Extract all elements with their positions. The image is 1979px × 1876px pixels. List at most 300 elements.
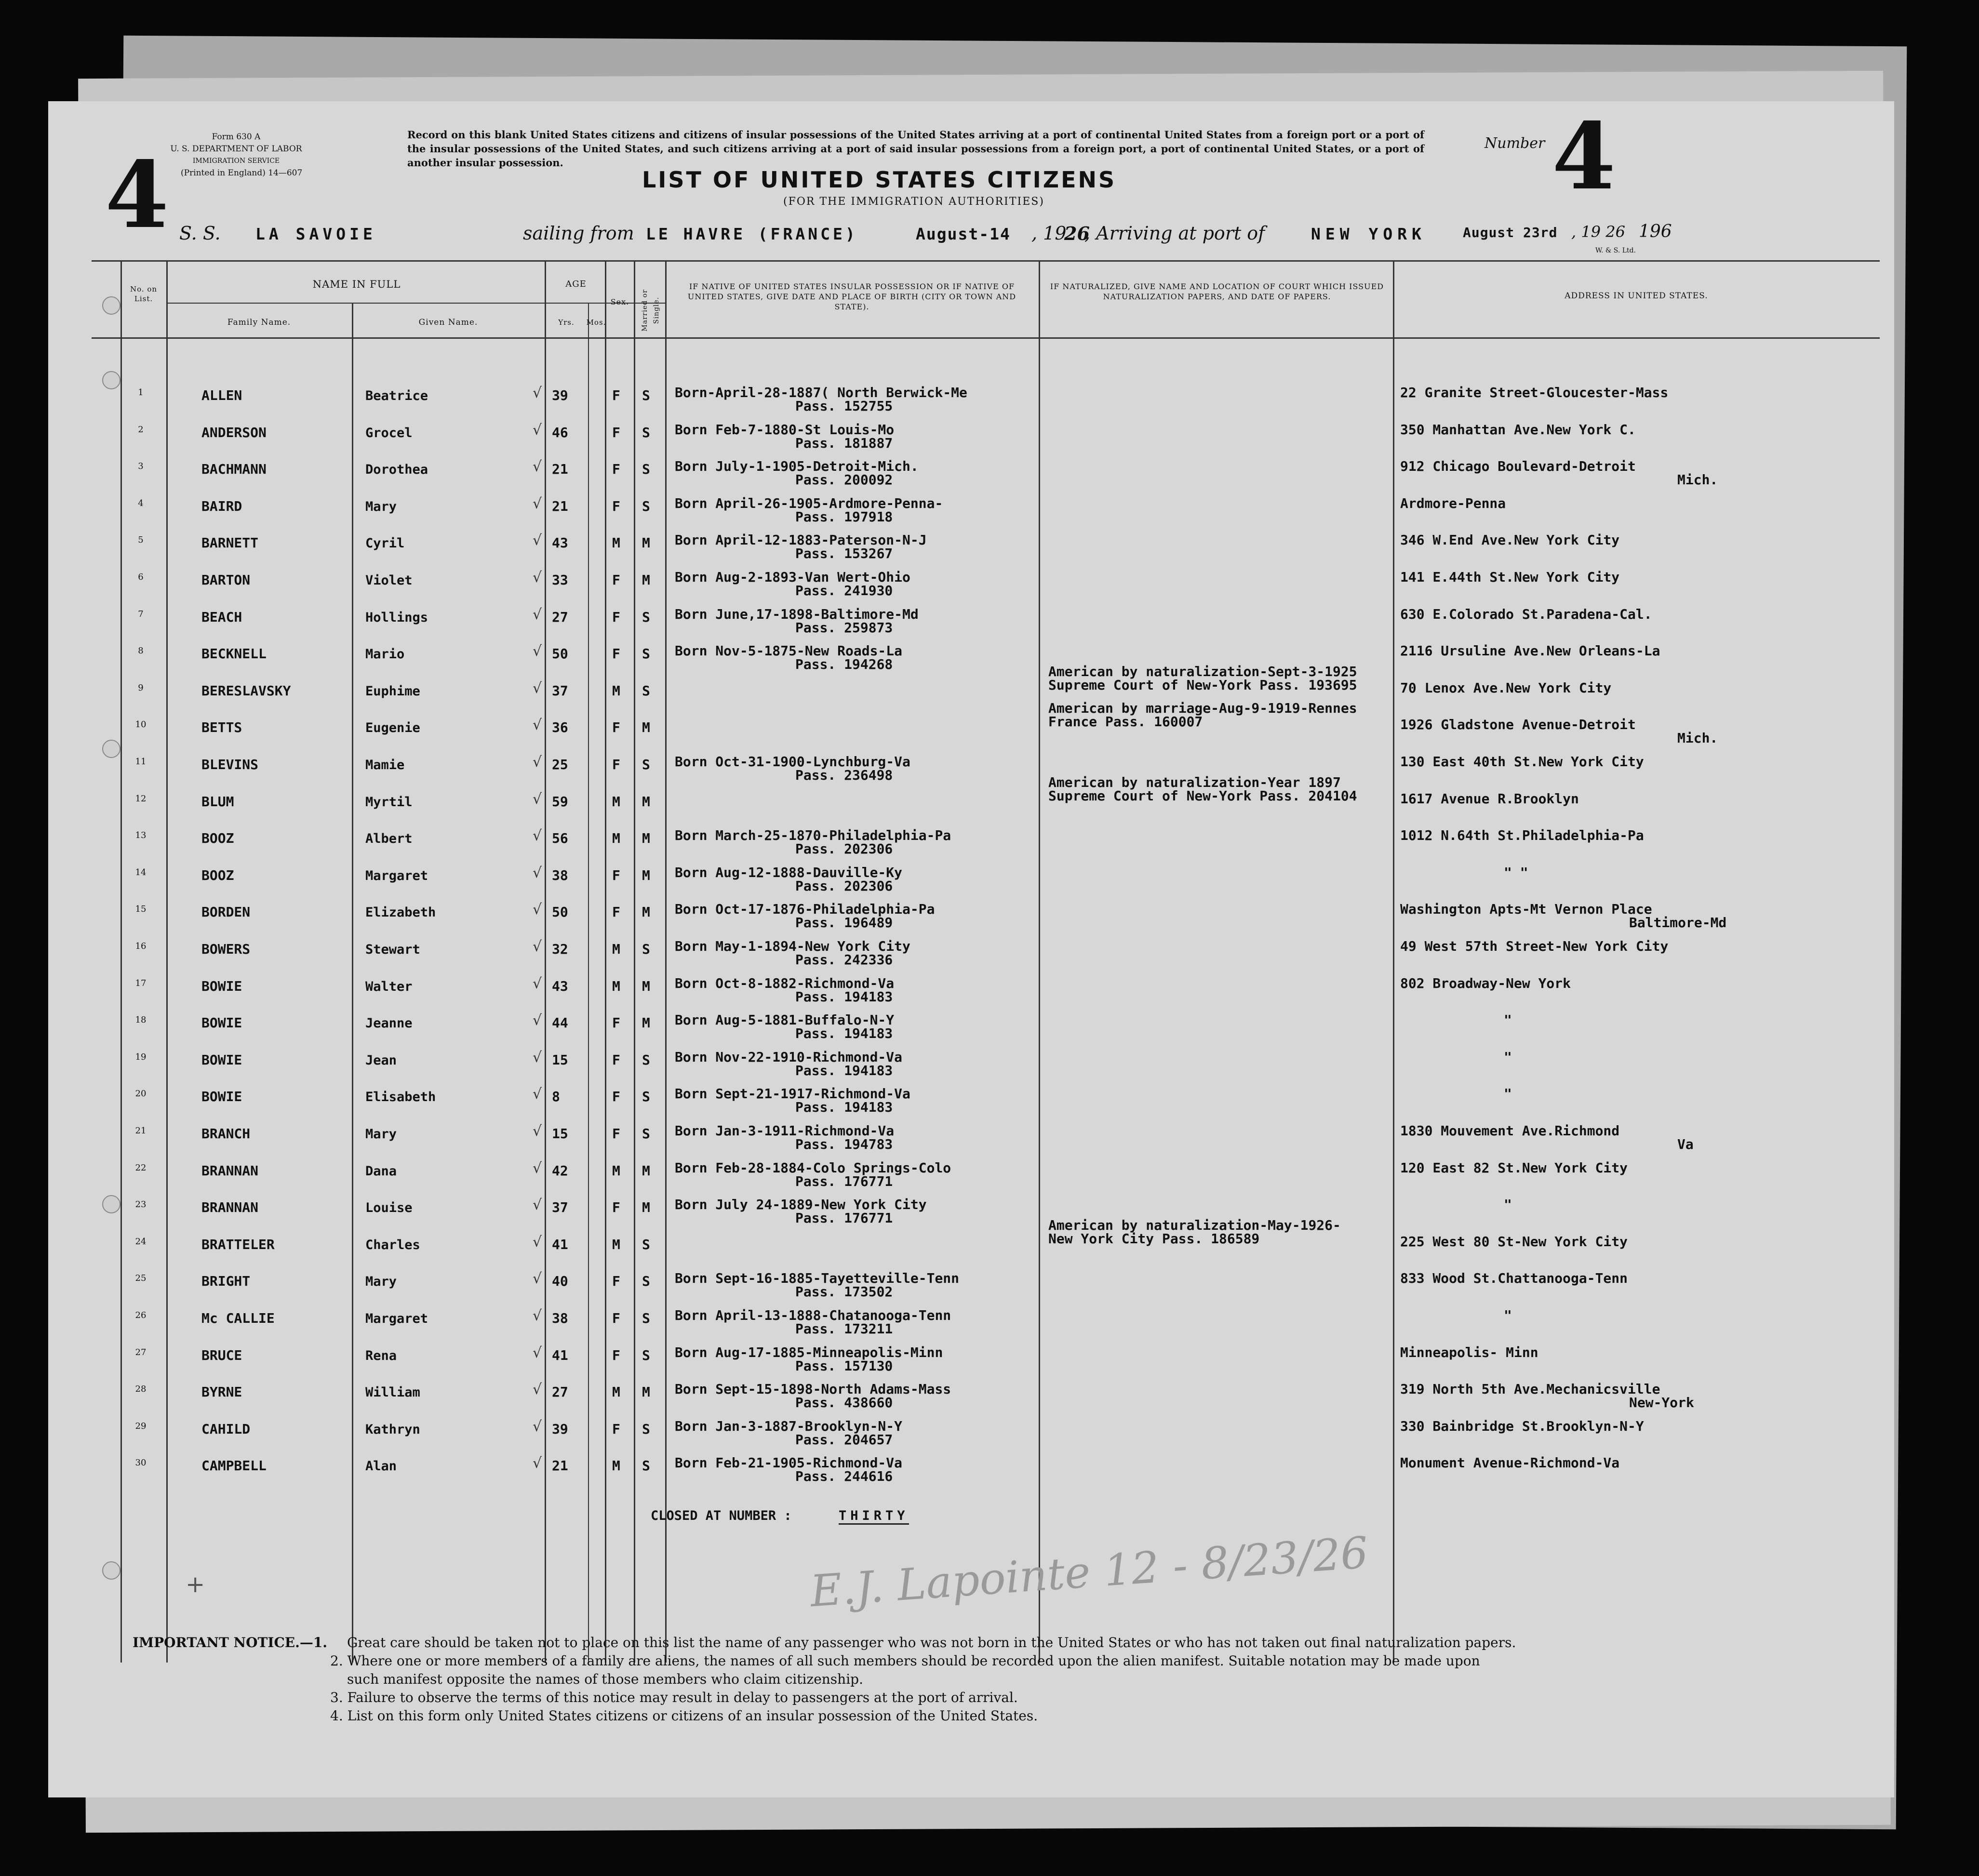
naturalization-line-2: New York City Pass. 186589	[1048, 1230, 1260, 1247]
address-line-2: Baltimore-Md	[1629, 915, 1727, 931]
check-mark: √	[533, 1381, 542, 1398]
marital-status: M	[642, 535, 650, 551]
marital-status: M	[642, 867, 650, 883]
rule-header-bottom	[92, 337, 1880, 339]
family-name: BLEVINS	[201, 757, 259, 772]
family-name: ANDERSON	[201, 424, 267, 440]
check-mark: √	[533, 1159, 542, 1177]
given-name: Alan	[365, 1459, 397, 1474]
row-number: 7	[138, 609, 144, 619]
birth-info: Born April-12-1883-Paterson-N-J	[675, 532, 927, 548]
address-line-2: Mich.	[1677, 730, 1718, 746]
sex: M	[612, 682, 620, 699]
given-name: Louise	[365, 1200, 413, 1216]
naturalization-line-2: Supreme Court of New-York Pass. 193695	[1048, 677, 1357, 693]
sex: F	[612, 867, 620, 883]
address-line-1: 350 Manhattan Ave.New York C.	[1400, 421, 1636, 438]
address-line-1: 2116 Ursuline Ave.New Orleans-La	[1400, 643, 1660, 659]
birth-info: Born April-26-1905-Ardmore-Penna-	[675, 495, 943, 511]
sex: M	[612, 1458, 620, 1474]
passport-number: Pass. 181887	[795, 435, 893, 451]
check-mark: √	[533, 1418, 542, 1435]
rule-col-married	[634, 260, 635, 1663]
given-name: Eugenie	[365, 720, 420, 736]
address-line-1: Ardmore-Penna	[1400, 495, 1506, 511]
address-line-1: "	[1504, 1012, 1512, 1028]
punch-hole	[102, 740, 120, 758]
row-number: 30	[135, 1458, 147, 1468]
age-years: 39	[552, 387, 568, 403]
address-line-1: Minneapolis- Minn	[1400, 1344, 1538, 1360]
age-years: 43	[552, 978, 568, 994]
given-name: Mary	[365, 499, 397, 514]
address-line-1: 22 Granite Street-Gloucester-Mass	[1400, 385, 1669, 400]
age-years: 50	[552, 646, 568, 662]
form-number: Form 630 A	[212, 132, 261, 142]
notice-item-3: 3. Failure to observe the terms of this notice may result in delay to passengers at the port of arrival.	[330, 1690, 1018, 1705]
address-line-1: "	[1504, 1049, 1512, 1065]
marital-status: S	[642, 941, 650, 957]
address-line-1: 1830 Mouvement Ave.Richmond	[1400, 1123, 1620, 1139]
notice-item-2: 2. Where one or more members of a family are aliens, the names of all such members should be recorded upon the alien manifest. Suitable notation may be made upon	[330, 1653, 1480, 1669]
check-mark: √	[533, 1086, 542, 1103]
notice-item-2-cont: such manifest opposite the names of those members who claim citizenship.	[347, 1671, 863, 1687]
passport-number: Pass. 194183	[795, 1062, 893, 1078]
row-number: 9	[138, 682, 144, 693]
marital-status: S	[642, 757, 650, 772]
header-mos: Mos.	[586, 318, 606, 327]
rule-col-mos	[588, 303, 589, 1663]
birth-info: Born Feb-7-1880-St Louis-Mo	[675, 421, 895, 438]
marital-status: M	[642, 1162, 650, 1179]
age-years: 8	[552, 1089, 560, 1105]
address-line-1: "	[1504, 1086, 1512, 1102]
plus-mark: +	[186, 1571, 205, 1598]
rule-col-given	[352, 303, 353, 1663]
row-number: 1	[138, 387, 144, 398]
marital-status: S	[642, 498, 650, 514]
family-name: BOOZ	[201, 867, 234, 883]
header-no: No. on List.	[130, 285, 158, 303]
given-name: Hollings	[365, 610, 428, 625]
birth-info: Born Feb-28-1884-Colo Springs-Colo	[675, 1159, 951, 1176]
address-line-2: Va	[1677, 1136, 1694, 1152]
family-name: BEACH	[201, 609, 242, 625]
check-mark: √	[533, 754, 542, 771]
row-number: 22	[135, 1162, 147, 1173]
birth-info: Born June,17-1898-Baltimore-Md	[675, 606, 919, 622]
birth-info: Born Nov-22-1910-Richmond-Va	[675, 1049, 903, 1065]
passport-number: Pass. 202306	[795, 878, 893, 894]
age-years: 50	[552, 904, 568, 920]
birth-info: Born Feb-21-1905-Richmond-Va	[675, 1455, 903, 1471]
age-years: 21	[552, 461, 568, 478]
check-mark: √	[533, 532, 542, 549]
check-mark: √	[533, 495, 542, 512]
age-years: 56	[552, 830, 568, 847]
passport-number: Pass. 157130	[795, 1357, 893, 1374]
birth-info: Born July 24-1889-New York City	[675, 1197, 927, 1213]
sex: F	[612, 1015, 620, 1031]
ss-label: S. S.	[179, 223, 221, 244]
age-years: 41	[552, 1236, 568, 1252]
header-native: IF NATIVE OF UNITED STATES INSULAR POSSESSION OR IF NATIVE OF UNITED STATES, GIVE DATE AND PLACE OF BIRTH (CITY OR TOWN AND STATE).	[687, 282, 1016, 311]
birth-info: Born April-13-1888-Chatanooga-Tenn	[675, 1307, 951, 1323]
row-number: 28	[135, 1384, 147, 1395]
sex: F	[612, 387, 620, 403]
sex: F	[612, 461, 620, 478]
check-mark: √	[533, 1233, 542, 1251]
left-list-number: 4	[105, 141, 169, 249]
row-number: 2	[138, 424, 144, 435]
birth-info: Born July-1-1905-Detroit-Mich.	[675, 458, 919, 475]
age-years: 40	[552, 1273, 568, 1290]
marital-status: S	[642, 424, 650, 440]
age-years: 21	[552, 1458, 568, 1474]
marital-status: M	[642, 719, 650, 736]
age-years: 25	[552, 757, 568, 772]
arrival-year: , 19 26	[1571, 223, 1625, 241]
marital-status: M	[642, 1384, 650, 1400]
row-number: 11	[135, 757, 147, 767]
given-name: Elisabeth	[365, 1090, 436, 1105]
marital-status: S	[642, 1310, 650, 1326]
given-name: Walter	[365, 979, 413, 994]
sex: M	[612, 1236, 620, 1252]
sex: F	[612, 498, 620, 514]
given-name: Albert	[365, 831, 413, 847]
sex: M	[612, 941, 620, 957]
row-number: 10	[135, 719, 147, 730]
notice-item-1: Great care should be taken not to place on this list the name of any passenger who was not born in the United States or who has not taken out final naturalization papers.	[347, 1635, 1516, 1650]
sex: M	[612, 793, 620, 810]
age-years: 33	[552, 572, 568, 588]
marital-status: S	[642, 1421, 650, 1437]
punch-hole	[102, 371, 120, 389]
sex: F	[612, 1089, 620, 1105]
given-name: Dana	[365, 1163, 397, 1179]
family-name: BRIGHT	[201, 1273, 251, 1290]
record-note: Record on this blank United States citizens and citizens of insular possessions of the United States arriving at a port of continental United States from a foreign port or a port of the insular possessions of the United States, and such citizens arriving at a port of said insular possessions from a foreign port, a port of continental United States, or a port of another insular possession.	[407, 129, 1424, 169]
marital-status: S	[642, 646, 650, 662]
header-yrs: Yrs.	[558, 318, 575, 327]
rule-name-sub	[166, 303, 665, 304]
passport-number: Pass. 438660	[795, 1395, 893, 1411]
address-line-1: 49 West 57th Street-New York City	[1400, 938, 1669, 954]
marital-status: S	[642, 682, 650, 699]
closed-value: THIRTY	[839, 1508, 909, 1525]
check-mark: √	[533, 606, 542, 623]
address-line-1: 1926 Gladstone Avenue-Detroit	[1400, 717, 1636, 733]
check-mark: √	[533, 643, 542, 660]
sex: M	[612, 535, 620, 551]
header-naturalized: IF NATURALIZED, GIVE NAME AND LOCATION OF COURT WHICH ISSUED NATURALIZATION PAPERS, AND DATE OF PAPERS.	[1050, 282, 1384, 301]
sex: F	[612, 609, 620, 625]
check-mark: √	[533, 385, 542, 401]
age-years: 27	[552, 609, 568, 625]
sex: F	[612, 424, 620, 440]
address-line-1: 70 Lenox Ave.New York City	[1400, 679, 1612, 696]
marital-status: S	[642, 461, 650, 478]
header-age: AGE	[565, 279, 587, 289]
family-name: BYRNE	[201, 1384, 242, 1400]
row-number: 14	[135, 867, 147, 878]
given-name: Violet	[365, 573, 413, 588]
check-mark: √	[533, 975, 542, 992]
arriving-label: , Arriving at port of	[1084, 223, 1265, 244]
form-department: U. S. DEPARTMENT OF LABOR	[170, 144, 302, 154]
row-number: 6	[138, 572, 144, 582]
address-line-1: 346 W.End Ave.New York City	[1400, 532, 1620, 548]
family-name: BARNETT	[201, 535, 259, 551]
check-mark: √	[533, 1455, 542, 1472]
sex: F	[612, 1126, 620, 1142]
row-number: 24	[135, 1236, 147, 1247]
given-name: Rena	[365, 1348, 397, 1363]
check-mark: √	[533, 938, 542, 955]
passport-number: Pass. 176771	[795, 1210, 893, 1226]
check-mark: √	[533, 901, 542, 918]
header-given-name: Given Name.	[418, 318, 478, 327]
marital-status: M	[642, 978, 650, 994]
sex: F	[612, 719, 620, 736]
rule-top	[92, 260, 1880, 262]
birth-info: Born Aug-12-1888-Dauville-Ky	[675, 864, 903, 880]
family-name: BOWIE	[201, 1051, 242, 1068]
family-name: BECKNELL	[201, 646, 267, 662]
header-family-name: Family Name.	[227, 318, 291, 327]
check-mark: √	[533, 1049, 542, 1066]
passport-number: Pass. 202306	[795, 841, 893, 857]
address-line-1: "	[1504, 1197, 1512, 1213]
birth-info: Born Oct-17-1876-Philadelphia-Pa	[675, 901, 935, 918]
address-line-1: 802 Broadway-New York	[1400, 975, 1571, 991]
rule-col-age	[545, 260, 546, 1663]
family-name: BOWIE	[201, 1015, 242, 1031]
arrival-extra: 196	[1639, 222, 1672, 241]
form-block	[161, 131, 311, 179]
passport-number: Pass. 194183	[795, 1099, 893, 1116]
rule-col-address	[1393, 260, 1394, 1663]
sex: M	[612, 1162, 620, 1179]
sex: F	[612, 757, 620, 772]
rule-col-native	[665, 260, 667, 1663]
age-years: 32	[552, 941, 568, 957]
naturalization-line-1: American by naturalization-May-1926-	[1048, 1217, 1341, 1233]
age-years: 38	[552, 1310, 568, 1326]
age-years: 27	[552, 1384, 568, 1400]
passport-number: Pass. 242336	[795, 952, 893, 968]
marital-status: S	[642, 1126, 650, 1142]
passport-number: Pass. 241930	[795, 583, 893, 599]
passport-number: Pass. 236498	[795, 767, 893, 783]
family-name: BOWERS	[201, 941, 251, 957]
passport-number: Pass. 259873	[795, 619, 893, 636]
sex: F	[612, 1199, 620, 1216]
given-name: Jean	[365, 1052, 397, 1068]
passport-number: Pass. 194183	[795, 1025, 893, 1042]
rule-col-family	[166, 260, 168, 1663]
birth-info: Born Sept-15-1898-North Adams-Mass	[675, 1381, 951, 1397]
given-name: Mario	[365, 647, 405, 662]
row-number: 27	[135, 1347, 147, 1357]
given-name: Margaret	[365, 1311, 428, 1326]
page-title: LIST OF UNITED STATES CITIZENS	[642, 167, 1117, 193]
family-name: BAIRD	[201, 498, 242, 514]
sex: M	[612, 830, 620, 847]
year-prefix: , 19	[1031, 223, 1067, 244]
given-name: William	[365, 1385, 420, 1400]
given-name: Jeanne	[365, 1016, 413, 1031]
family-name: BOWIE	[201, 978, 242, 994]
age-years: 41	[552, 1347, 568, 1363]
sex: F	[612, 1347, 620, 1363]
address-line-1: 141 E.44th St.New York City	[1400, 569, 1620, 585]
birth-info: Born Jan-3-1887-Brooklyn-N-Y	[675, 1418, 903, 1434]
number-label: Number	[1484, 135, 1545, 152]
row-number: 8	[138, 646, 144, 656]
sex: F	[612, 646, 620, 662]
departure-port: LE HAVRE (FRANCE)	[646, 225, 858, 243]
punch-hole	[102, 1561, 120, 1580]
passport-number: Pass. 194783	[795, 1136, 893, 1152]
passport-number: Pass. 204657	[795, 1431, 893, 1448]
check-mark: √	[533, 569, 542, 586]
naturalization-line-1: American by naturalization-Sept-3-1925	[1048, 663, 1357, 679]
sex: M	[612, 1384, 620, 1400]
marital-status: S	[642, 1236, 650, 1252]
marital-status: S	[642, 1089, 650, 1105]
given-name: Mary	[365, 1127, 397, 1142]
age-years: 42	[552, 1162, 568, 1179]
rule-col-naturalized	[1039, 260, 1040, 1663]
address-line-1: 330 Bainbridge St.Brooklyn-N-Y	[1400, 1418, 1644, 1434]
given-name: Mamie	[365, 758, 405, 772]
punch-hole	[102, 1195, 120, 1213]
address-line-1: 912 Chicago Boulevard-Detroit	[1400, 458, 1636, 475]
age-years: 15	[552, 1126, 568, 1142]
age-years: 21	[552, 498, 568, 514]
marital-status: S	[642, 387, 650, 403]
marital-status: M	[642, 1015, 650, 1031]
sailing-from-label: sailing from	[523, 223, 634, 244]
address-line-1: 120 East 82 St.New York City	[1400, 1159, 1628, 1176]
birth-info: Born Aug-5-1881-Buffalo-N-Y	[675, 1012, 895, 1028]
row-number: 3	[138, 461, 144, 472]
header-sex: Sex.	[610, 297, 629, 306]
punch-hole	[102, 296, 120, 315]
family-name: Mc CALLIE	[201, 1310, 275, 1326]
passport-number: Pass. 197918	[795, 508, 893, 525]
family-name: BETTS	[201, 719, 242, 736]
naturalization-line-1: American by naturalization-Year 1897	[1048, 774, 1341, 790]
marital-status: S	[642, 1051, 650, 1068]
check-mark: √	[533, 1344, 542, 1361]
age-years: 59	[552, 793, 568, 810]
row-number: 4	[138, 498, 144, 508]
family-name: BORDEN	[201, 904, 251, 920]
header-address: ADDRESS IN UNITED STATES.	[1564, 291, 1708, 301]
passport-number: Pass. 153267	[795, 546, 893, 562]
age-years: 15	[552, 1051, 568, 1068]
passport-number: Pass. 173211	[795, 1321, 893, 1337]
check-mark: √	[533, 1123, 542, 1140]
inspector-signature: E.J. Lapointe 12 - 8/23/26	[808, 1527, 1370, 1617]
check-mark: √	[533, 1012, 542, 1029]
sex: F	[612, 904, 620, 920]
year-suffix: 26	[1064, 223, 1090, 244]
naturalization-line-1: American by marriage-Aug-9-1919-Rennes	[1048, 700, 1357, 717]
family-name: CAMPBELL	[201, 1458, 267, 1474]
age-years: 38	[552, 867, 568, 883]
family-name: BLUM	[201, 793, 234, 810]
ship-name: LA SAVOIE	[255, 225, 376, 243]
row-number: 16	[135, 941, 147, 951]
row-number: 20	[135, 1089, 147, 1099]
family-name: BARTON	[201, 572, 251, 588]
check-mark: √	[533, 1270, 542, 1288]
row-number: 12	[135, 793, 147, 804]
family-name: ALLEN	[201, 387, 242, 403]
birth-info: Born Sept-21-1917-Richmond-Va	[675, 1086, 910, 1102]
given-name: Kathryn	[365, 1422, 420, 1437]
check-mark: √	[533, 421, 542, 439]
age-years: 43	[552, 535, 568, 551]
address-line-1: " "	[1504, 864, 1528, 880]
passport-number: Pass. 244616	[795, 1468, 893, 1485]
marital-status: S	[642, 1273, 650, 1290]
given-name: Cyril	[365, 536, 405, 551]
family-name: CAHILD	[201, 1421, 251, 1437]
sex: M	[612, 978, 620, 994]
marital-status: M	[642, 572, 650, 588]
header-married: Married or Single.	[641, 289, 660, 332]
naturalization-line-2: Supreme Court of New-York Pass. 204104	[1048, 787, 1357, 804]
marital-status: M	[642, 904, 650, 920]
address-line-1: Monument Avenue-Richmond-Va	[1400, 1455, 1620, 1471]
check-mark: √	[533, 827, 542, 845]
address-line-1: 225 West 80 St-New York City	[1400, 1233, 1628, 1250]
family-name: BRATTELER	[201, 1236, 275, 1252]
passport-number: Pass. 196489	[795, 915, 893, 931]
family-name: BRANNAN	[201, 1199, 259, 1216]
given-name: Stewart	[365, 942, 420, 957]
check-mark: √	[533, 790, 542, 808]
departure-date: August-14	[916, 225, 1011, 243]
row-number: 17	[135, 978, 147, 988]
row-number: 21	[135, 1126, 147, 1136]
passport-number: Pass. 176771	[795, 1173, 893, 1189]
birth-info: Born March-25-1870-Philadelphia-Pa	[675, 827, 951, 844]
passport-number: Pass. 194183	[795, 988, 893, 1005]
manifest-sheet	[48, 101, 1894, 1797]
given-name: Beatrice	[365, 388, 428, 403]
marital-status: S	[642, 609, 650, 625]
given-name: Euphime	[365, 683, 420, 699]
age-years: 39	[552, 1421, 568, 1437]
naturalization-line-2: France Pass. 160007	[1048, 714, 1203, 730]
check-mark: √	[533, 1307, 542, 1324]
family-name: BOWIE	[201, 1089, 242, 1105]
check-mark: √	[533, 679, 542, 697]
closed-label: CLOSED AT NUMBER :	[651, 1508, 792, 1523]
address-line-1: "	[1504, 1307, 1512, 1323]
sex: F	[612, 1051, 620, 1068]
address-line-1: 319 North 5th Ave.Mechanicsville	[1400, 1381, 1660, 1397]
address-line-1: 1617 Avenue R.Brooklyn	[1400, 790, 1579, 807]
row-number: 15	[135, 904, 147, 915]
row-number: 18	[135, 1015, 147, 1025]
